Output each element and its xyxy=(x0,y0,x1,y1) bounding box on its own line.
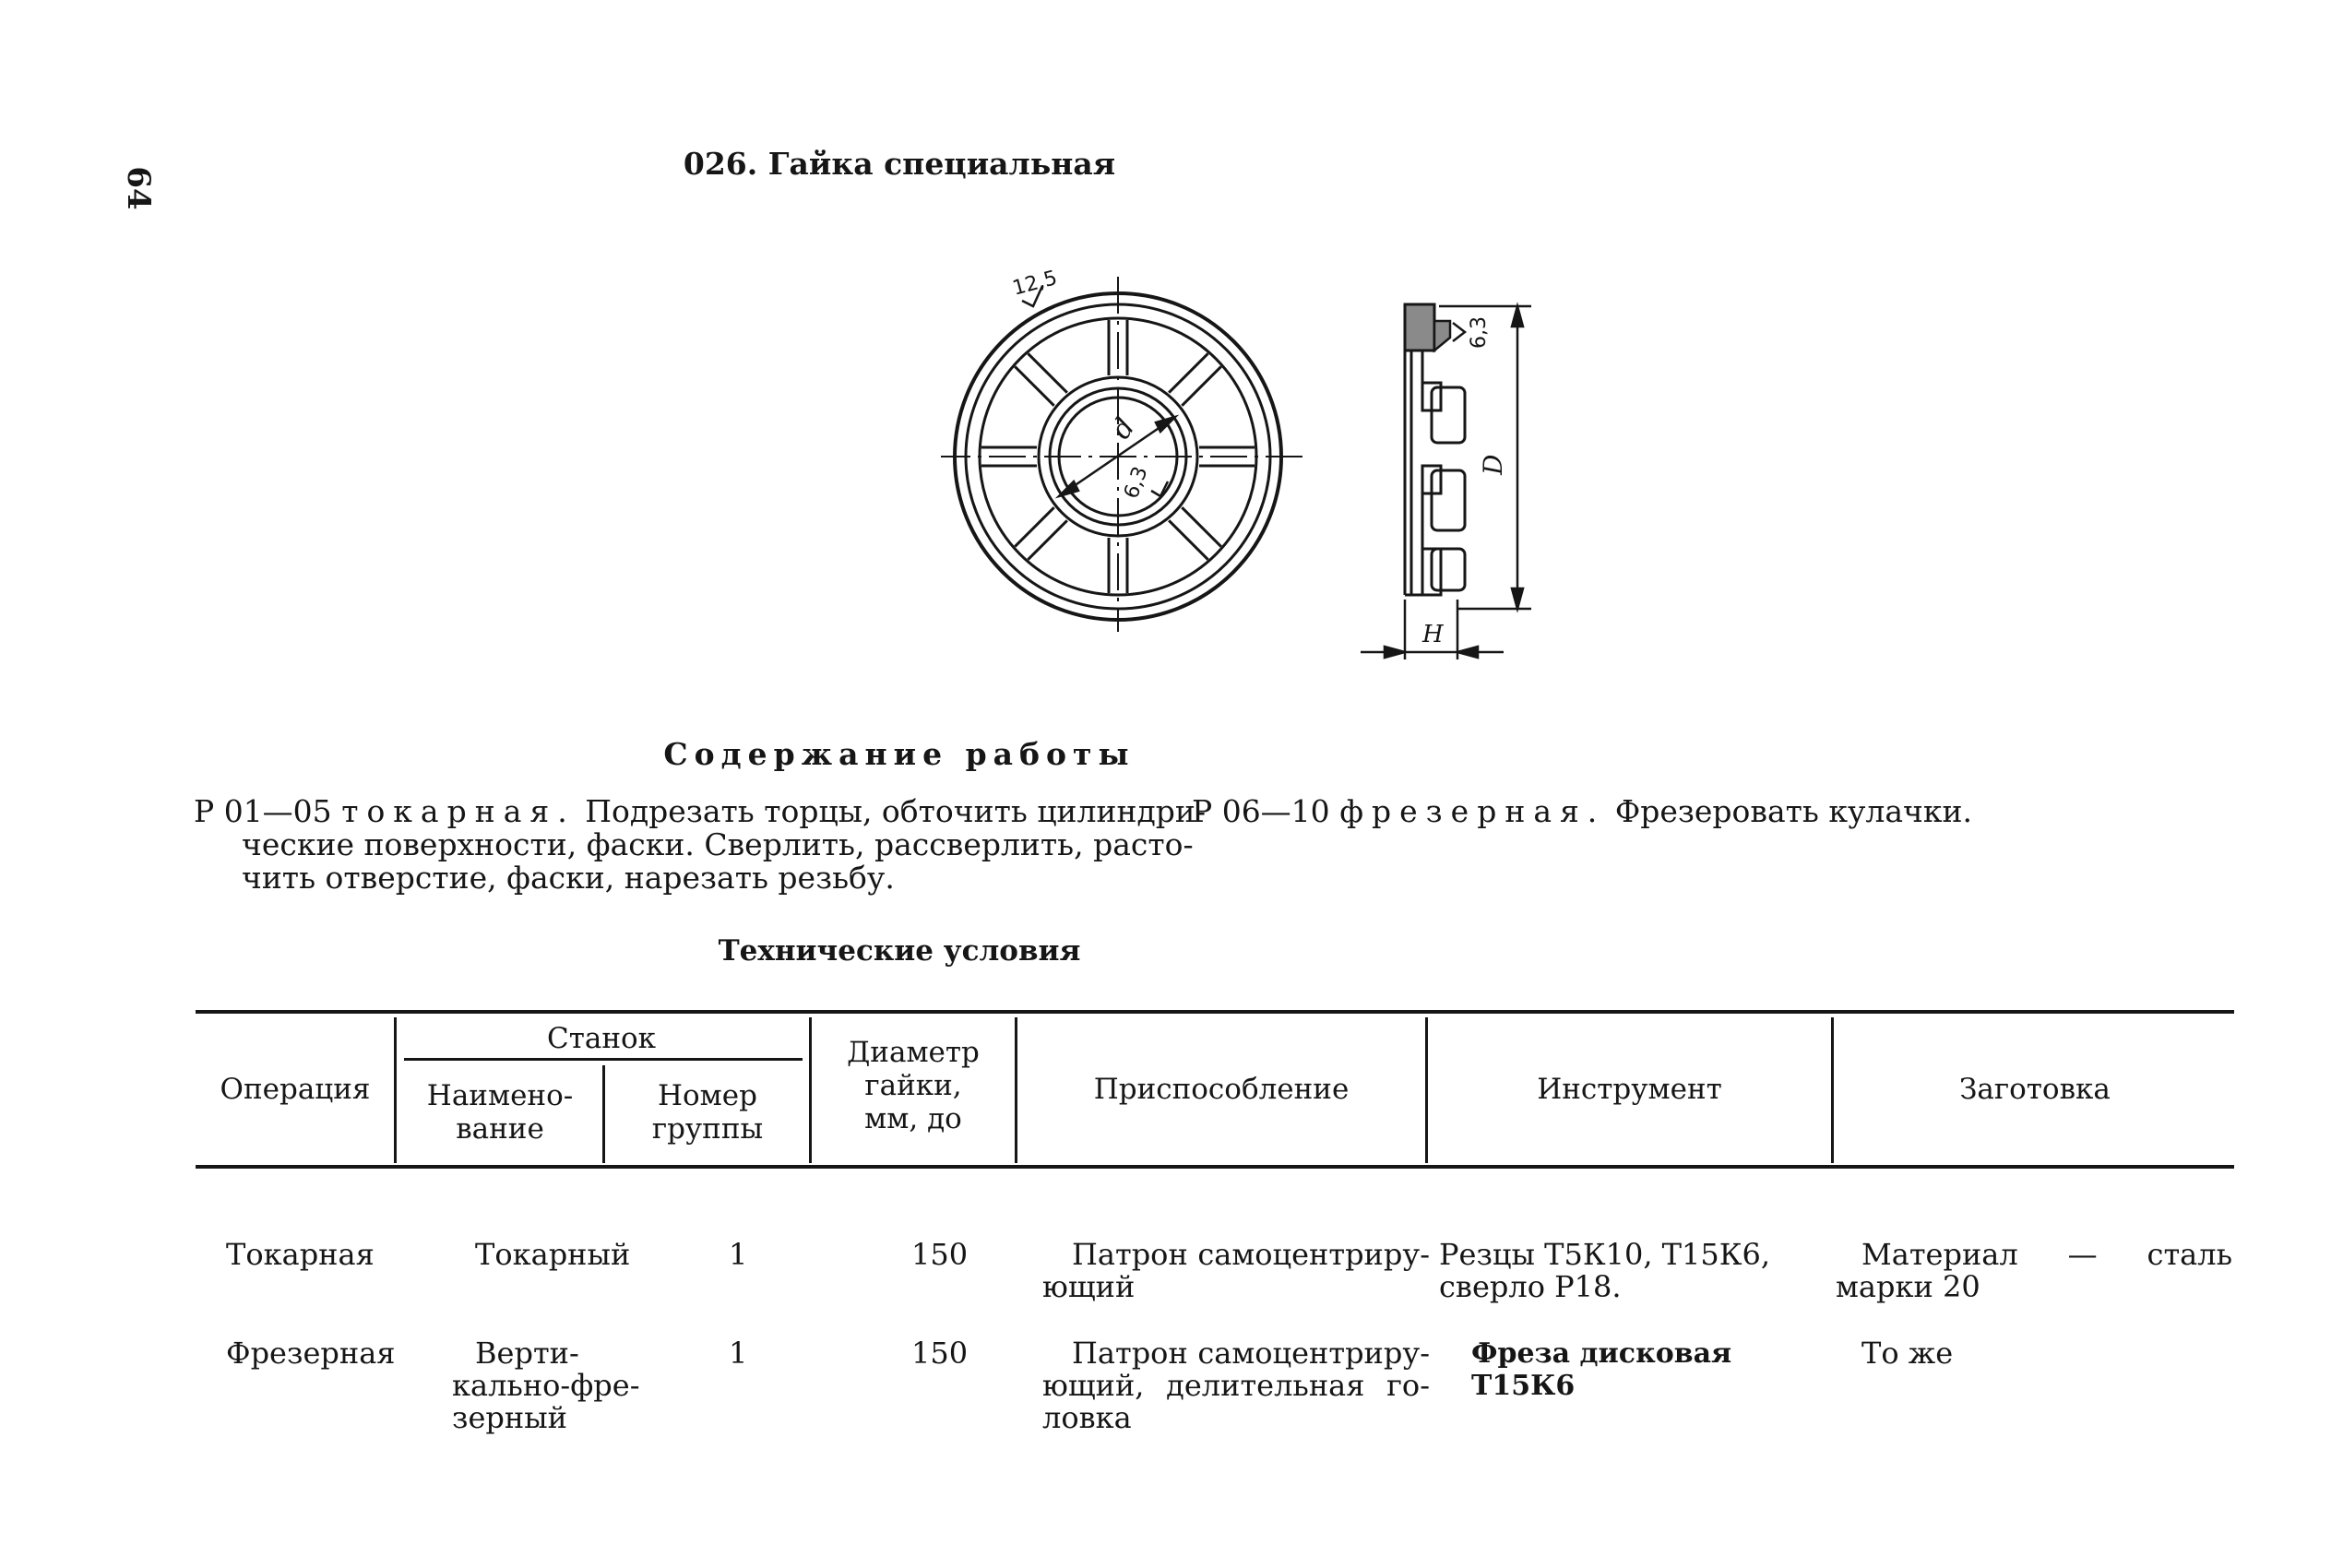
work-left-text-3: чить отверстие, фаски, нарезать резьбу. xyxy=(242,860,895,896)
row2-blank: То же xyxy=(1861,1336,1954,1371)
header-operation: Операция xyxy=(220,1073,371,1106)
header-machine: Станок xyxy=(546,1022,657,1055)
row1-machine-name: Токарный xyxy=(475,1237,631,1272)
header-blank: Заготовка xyxy=(1959,1073,2111,1106)
row2-operation: Фрезерная xyxy=(226,1336,396,1371)
table-header-rule xyxy=(196,1165,2234,1169)
machine-sub-rule xyxy=(404,1058,803,1061)
roughness-inner: 6,3 xyxy=(1120,463,1153,503)
work-left-text-2: ческие поверхности, фаски. Сверлить, рассверлить, расто- xyxy=(242,826,1194,862)
header-machine-group: Номер группы xyxy=(651,1079,764,1146)
work-left-text-1: Подрезать торцы, обточить цилиндри- xyxy=(585,793,1207,829)
work-left-op: токарная. xyxy=(341,793,576,829)
label-D: D xyxy=(1478,454,1508,475)
header-diameter: Диаметр гайки, мм, до xyxy=(847,1036,980,1135)
row1-group: 1 xyxy=(729,1237,748,1272)
work-right-text: Фрезеровать кулачки. xyxy=(1614,793,1972,829)
label-H: H xyxy=(1422,621,1444,648)
row2-group: 1 xyxy=(729,1336,748,1371)
page-number: 64 xyxy=(120,166,157,210)
work-content-title: Содержание работы xyxy=(663,736,1136,772)
work-left-code: Р 01—05 xyxy=(194,793,332,829)
row1-tool: Резцы Т5К10, Т15К6, сверло Р18. xyxy=(1439,1237,1771,1304)
roughness-outer: 12,5 xyxy=(1010,266,1060,301)
tech-conditions-title: Технические условия xyxy=(718,934,1081,968)
row1-diameter: 150 xyxy=(911,1237,969,1272)
header-fixture: Приспособление xyxy=(1093,1073,1350,1106)
header-tool: Инструмент xyxy=(1537,1073,1722,1106)
work-right-code: Р 06—10 xyxy=(1192,793,1330,829)
row2-tool: Фреза дисковая Т15К6 xyxy=(1471,1337,1732,1402)
row1-fixture: Патрон самоцентриру- ющий xyxy=(1042,1237,1430,1304)
row2-machine-name: Верти- кально-фре- зерный xyxy=(452,1336,640,1435)
label-d: d xyxy=(1104,411,1142,445)
row2-diameter: 150 xyxy=(911,1336,969,1371)
page-title: 026. Гайка специальная xyxy=(683,146,1116,182)
work-right-op: фрезерная. xyxy=(1339,793,1606,829)
row1-operation: Токарная xyxy=(226,1237,375,1272)
header-machine-name: Наимено- вание xyxy=(426,1079,574,1146)
table-top-rule xyxy=(196,1010,2234,1014)
roughness-side: 6,3 xyxy=(1468,316,1491,349)
row1-blank: Материал — сталь марки 20 xyxy=(1836,1237,2232,1304)
row2-fixture: Патрон самоцентриру- ющий, делительная го- ловка xyxy=(1042,1336,1430,1435)
